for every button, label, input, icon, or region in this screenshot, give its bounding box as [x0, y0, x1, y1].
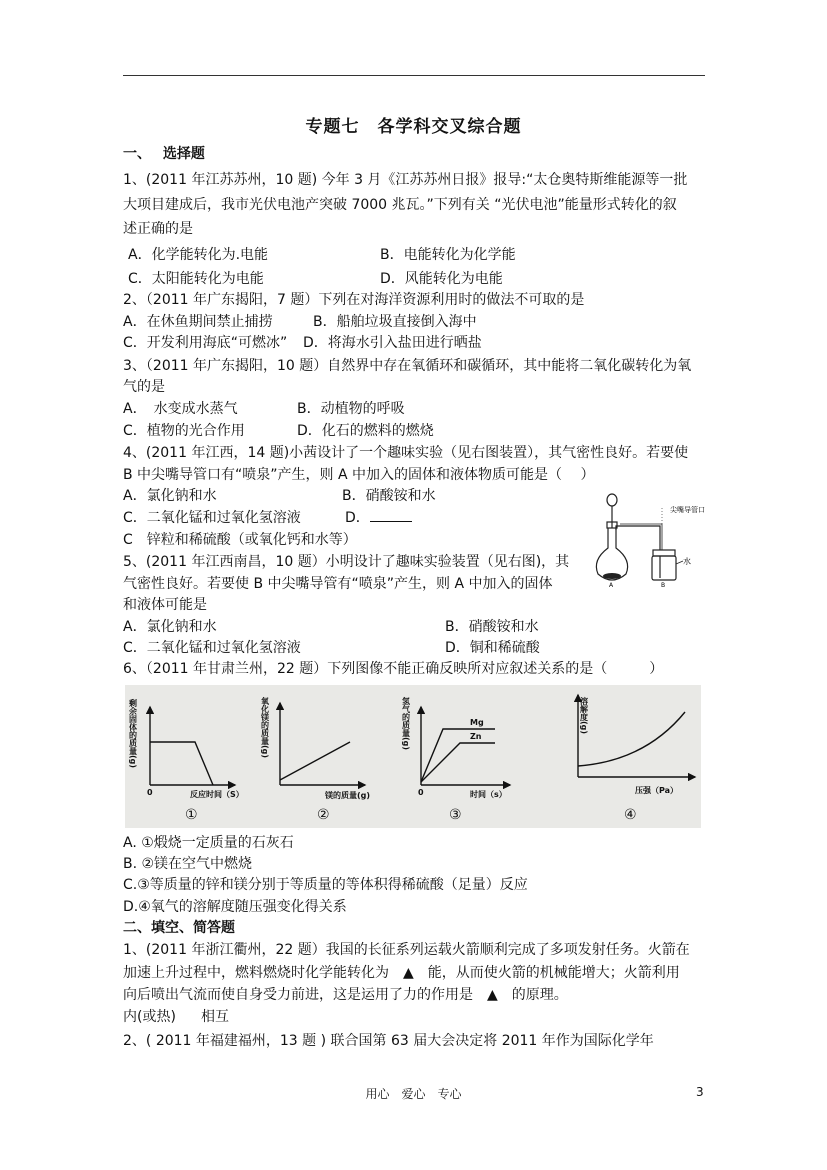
section-heading: 二、填空、简答题 — [123, 920, 235, 936]
option: B．电能转化为化学能 — [380, 247, 516, 263]
question-text: 1、(2011 年浙江衢州，22 题）我国的长征系列运载火箭顺利完成了多项发射任务。火箭在 — [123, 942, 690, 958]
water-label: 水 — [683, 557, 691, 566]
option: D．铜和稀硫酸 — [445, 640, 540, 656]
answer-blank — [370, 509, 412, 522]
option: D.④氧气的溶解度随压强变化得关系 — [123, 899, 347, 915]
question-text: 气密性良好。若要使 B 中尖嘴导管有“喷泉”产生，则 A 中加入的固体 — [123, 576, 553, 592]
option: C．二氧化锰和过氧化氢溶液 — [123, 510, 301, 526]
graph2-xlabel: 镁的质量(g) — [325, 791, 371, 800]
option: A．氯化钠和水 — [123, 619, 217, 635]
question-text: 2、（2011 年广东揭阳，7 题）下列在对海洋资源利用时的做法不可取的是 — [123, 292, 585, 308]
answer-text: 相互 — [201, 1009, 229, 1025]
graph3-line-zn — [421, 743, 495, 782]
graph3-origin: 0 — [418, 788, 424, 797]
option: D．风能转化为电能 — [380, 271, 503, 287]
graph4-ylabel: 溶解度(g) — [579, 697, 589, 735]
answer-text: C 锌粒和稀硫酸（或氧化钙和水等） — [123, 532, 357, 548]
question-text: 1、(2011 年江苏苏州，10 题) 今年 3 月《江苏苏州日报》报导:“太仓奥特斯维能源等一批 — [123, 172, 688, 188]
option-d — [345, 508, 412, 528]
graph3-number: ③ — [449, 807, 462, 823]
graph2-line — [280, 742, 350, 780]
graph3-series-zn: Zn — [470, 732, 482, 741]
option: A．在休鱼期间禁止捕捞 — [123, 314, 273, 330]
option: C．二氧化锰和过氧化氢溶液 — [123, 640, 301, 656]
option: C．植物的光合作用 — [123, 423, 245, 439]
option: A．化学能转化为.电能 — [128, 247, 269, 263]
page-number: 3 — [696, 1085, 704, 1099]
question-text: 5、(2011 年江西南昌，10 题）小明设计了趣味实验装置（见右图)，其 — [123, 554, 570, 570]
graph1-origin: 0 — [147, 788, 153, 797]
option: A．氯化钠和水 — [123, 488, 217, 504]
option: C．开发利用海底“可燃冰” — [123, 335, 288, 351]
question-text: 3、（2011 年广东揭阳，10 题）自然界中存在氧循环和碳循环，其中能将二氧化碳转化为氧 — [123, 358, 692, 374]
option: B．硝酸铵和水 — [445, 619, 539, 635]
graph1-line — [150, 742, 213, 785]
graph3-series-mg: Mg — [470, 718, 484, 727]
graph1-ylabel: 剩余固体的质量(g) — [128, 699, 138, 769]
question-text: 气的是 — [123, 379, 165, 395]
tube-label: 尖嘴导管口 — [670, 506, 705, 514]
bottle-b-label: B — [661, 582, 666, 588]
option: C.③等质量的锌和镁分别于等质量的等体积得稀硫酸（足量）反应 — [123, 877, 528, 893]
question-text: 大项目建成后，我市光伏电池产突破 7000 兆瓦。”下列有关 “光伏电池”能量形式转化的叙 — [123, 197, 677, 213]
flask-a-label: A — [609, 582, 614, 588]
answer-text: 内(或热) — [123, 1009, 176, 1025]
graph3-line-mg — [421, 729, 495, 782]
header-rule — [123, 75, 705, 76]
option: A. ①煅烧一定质量的石灰石 — [123, 835, 294, 851]
question-text: 4、(2011 年江西，14 题)小茜设计了一个趣味实验（见右图装置），其气密性良好。若要使 — [123, 445, 689, 461]
graphs-figure — [125, 685, 701, 828]
graph3-xlabel: 时间（s） — [470, 790, 507, 799]
question-text: 和液体可能是 — [123, 597, 207, 613]
option: B．动植物的呼吸 — [297, 401, 405, 417]
experiment-apparatus-figure — [590, 488, 705, 588]
graph1-xlabel: 反应时间（S） — [190, 790, 244, 799]
option: B．硝酸铵和水 — [342, 488, 436, 504]
question-text: 加速上升过程中，燃料燃烧时化学能转化为 ▲ 能，从而使火箭的机械能增大；火箭利用 — [123, 965, 680, 981]
graph2-number: ② — [317, 807, 330, 823]
option-d-label: D． — [345, 510, 370, 526]
graph4-curve — [578, 712, 685, 766]
option: A． 水变成水蒸气 — [123, 401, 238, 417]
section-heading: 一、 选择题 — [123, 146, 205, 162]
graph4-xlabel: 压强（Pa） — [635, 786, 679, 795]
question-text: 6、（2011 年甘肃兰州，22 题）下列图像不能正确反映所对应叙述关系的是（ ） — [123, 661, 664, 677]
option: B．船舶垃圾直接倒入海中 — [313, 314, 477, 330]
graph3-ylabel: 氢气的质量(g) — [401, 697, 411, 751]
option: D．将海水引入盐田进行晒盐 — [303, 335, 482, 351]
option: C．太阳能转化为电能 — [128, 271, 264, 287]
option: B. ②镁在空气中燃烧 — [123, 856, 253, 872]
option: D．化石的燃料的燃烧 — [297, 423, 434, 439]
question-text: 述正确的是 — [123, 221, 193, 237]
question-text: 向后喷出气流而使自身受力前进，这是运用了力的作用是 ▲ 的原理。 — [123, 987, 568, 1003]
question-text: B 中尖嘴导管口有“喷泉”产生，则 A 中加入的固体和液体物质可能是（ ） — [123, 467, 595, 483]
page-title: 专题七 各学科交叉综合题 — [305, 117, 522, 137]
footer-text: 用心 爱心 专心 — [365, 1087, 462, 1101]
question-text: 2、( 2011 年福建福州，13 题 ) 联合国第 63 届大会决定将 2011 年作为国际化学年 — [123, 1033, 654, 1049]
graph2-ylabel: 氧化镁的质量(g) — [260, 697, 270, 759]
graph1-number: ① — [185, 807, 198, 823]
graph4-number: ④ — [624, 807, 637, 823]
